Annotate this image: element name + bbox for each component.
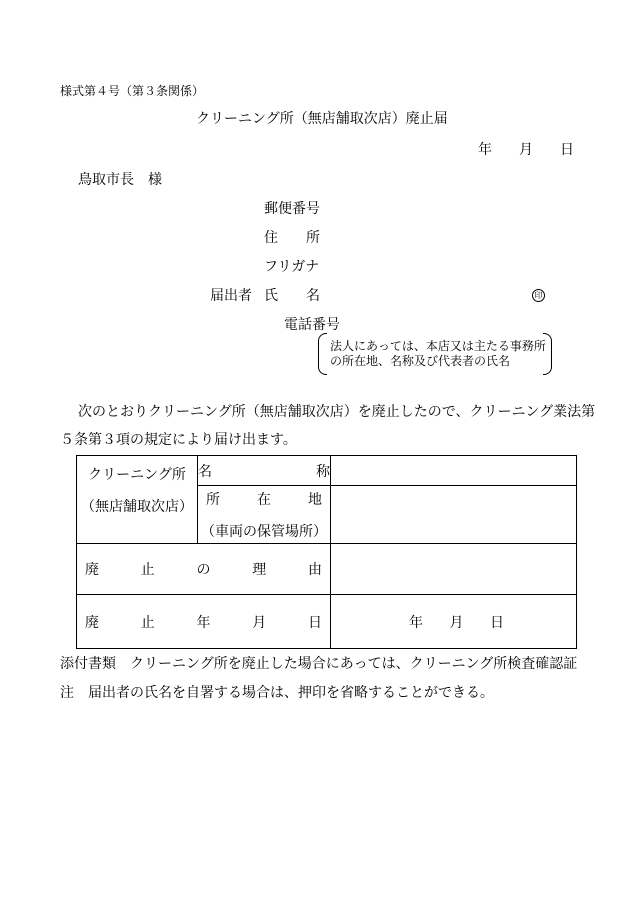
table-row-name xyxy=(77,456,577,486)
phone-label: 電話番号 xyxy=(284,317,340,333)
address-label: 住 所 xyxy=(264,230,320,246)
notifier-label: 届出者 xyxy=(210,288,252,304)
date-value-cell[interactable]: 年 月 日 xyxy=(331,595,577,649)
signature-note: 注 届出者の氏名を自署する場合は、押印を省略することができる。 xyxy=(60,685,494,701)
date-month-label: 月 xyxy=(519,142,533,158)
facility-label-line2: （無店舗取次店） xyxy=(81,499,193,515)
name-value-cell[interactable] xyxy=(331,456,577,486)
table-row-reason xyxy=(77,544,577,595)
furigana-label: フリガナ xyxy=(264,259,320,275)
corporate-note-line1: 法人にあっては、本店又は主たる事務所 xyxy=(330,339,546,353)
reason-value-cell[interactable] xyxy=(331,544,577,595)
facility-label-cell xyxy=(77,456,198,544)
date-day-label: 日 xyxy=(560,142,574,158)
location-label-cell: 所 在 地 （車両の保管場所） xyxy=(198,486,331,544)
document-title: クリーニング所（無店舗取次店）廃止届 xyxy=(196,111,448,127)
corporate-note-line2: の所在地、名称及び代表者の氏名 xyxy=(330,354,511,368)
date-line xyxy=(478,143,574,157)
table-row-date xyxy=(77,595,577,649)
bracket-left xyxy=(318,333,327,375)
vehicle-note: （車両の保管場所） xyxy=(201,523,327,540)
seal-mark: 印 xyxy=(532,289,545,302)
name-label-cell: 名 称 xyxy=(198,456,331,486)
addressee: 鳥取市長 様 xyxy=(78,172,162,188)
name-label: 氏 名 xyxy=(264,288,320,304)
form-number: 様式第４号（第３条関係） xyxy=(60,84,205,98)
statement-line2: ５条第３項の規定により届け出ます。 xyxy=(60,432,297,448)
notification-table xyxy=(76,455,577,649)
postal-code-label: 郵便番号 xyxy=(264,201,320,217)
attachments-note: 添付書類 クリーニング所を廃止した場合にあっては、クリーニング所検査確認証 xyxy=(60,656,578,672)
reason-label-cell: 廃 止 の 理 由 xyxy=(77,544,331,595)
facility-label-line1: クリーニング所 xyxy=(88,467,186,483)
date-year-label: 年 xyxy=(478,142,492,158)
corporate-note-bracket xyxy=(318,333,552,375)
statement-line1: 次のとおりクリーニング所（無店舗取次店）を廃止したので、クリーニング業法第 xyxy=(78,404,596,420)
date-label-cell: 廃 止 年 月 日 xyxy=(77,595,331,649)
location-value-cell[interactable] xyxy=(331,486,577,544)
